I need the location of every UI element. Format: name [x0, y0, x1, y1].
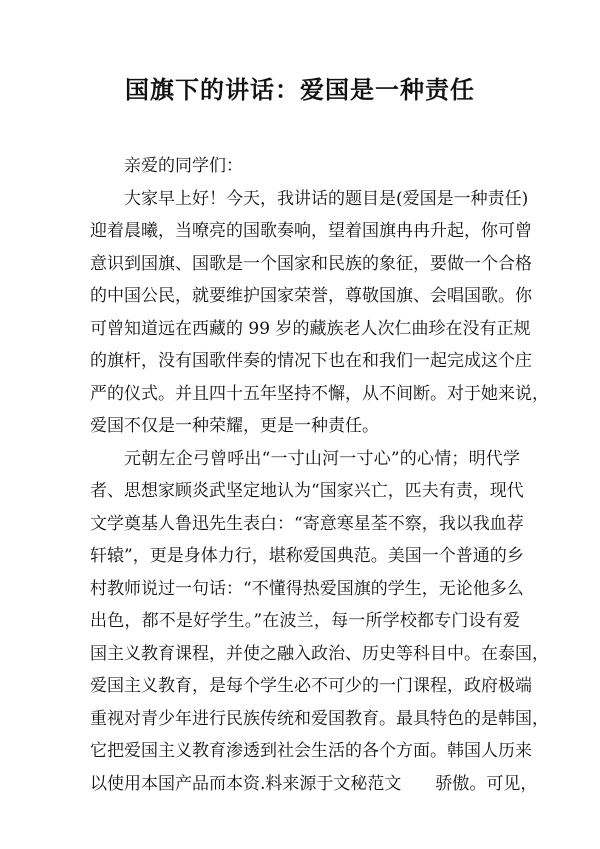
body-line: 意识到国旗、国歌是一个国家和民族的象征，要做一个合格 [90, 253, 532, 274]
body-line: 亲爱的同学们： [124, 156, 243, 176]
body-line: 迎着晨曦，当嘹亮的国歌奏响，望着国旗冉冉升起，你可曾 [90, 221, 532, 241]
body-line: 严的仪式。并且四十五年坚持不懈，从不间断。对于她来说， [90, 383, 549, 404]
body-line: 文学奠基人鲁迅先生表白：“寄意寒星荃不察，我以我血荐 [90, 513, 524, 534]
body-line: 元朝左企弓曾呼出“一寸山河一寸心”的心情；明代学 [124, 448, 520, 469]
document-title: 国旗下的讲话：爱国是一种责任 [125, 75, 475, 104]
body-line: 以使用本国产品而本资.料来源于文秘范文 骄傲。可见， [90, 773, 538, 794]
body-line: 可曾知道远在西藏的 99 岁的藏族老人次仁曲珍在没有正规 [90, 318, 531, 339]
document-body [90, 150, 549, 800]
body-line: 的中国公民，就要维护国家荣誉，尊敬国旗、会唱国歌。你 [90, 286, 532, 306]
body-line: 出色，都不是好学生。”在波兰，每一所学校都专门设有爱 [90, 611, 520, 631]
body-line: 它把爱国主义教育渗透到社会生活的各个方面。韩国人历来 [90, 741, 532, 761]
body-line: 村教师说过一句话：“不懂得热爱国旗的学生，无论他多么 [90, 578, 524, 599]
body-line: 的旗杆，没有国歌伴奏的情况下也在和我们一起完成这个庄 [90, 351, 532, 371]
body-line: 爱国主义教育，是每个学生必不可少的一门课程，政府极端 [90, 676, 532, 696]
body-line: 国主义教育课程，并使之融入政治、历史等科目中。在泰国， [90, 643, 549, 664]
body-line: 爱国不仅是一种荣耀，更是一种责任。 [90, 416, 379, 436]
body-line: 轩辕”，更是身体力行，堪称爱国典范。美国一个普通的乡 [90, 546, 524, 566]
body-line: 者、思想家顾炎武坚定地认为“国家兴亡，匹夫有责，现代 [90, 481, 524, 501]
body-line: 重视对青少年进行民族传统和爱国教育。最具特色的是韩国， [90, 708, 549, 729]
body-line: 大家早上好！今天，我讲话的题目是(爱国是一种责任) [124, 188, 529, 209]
